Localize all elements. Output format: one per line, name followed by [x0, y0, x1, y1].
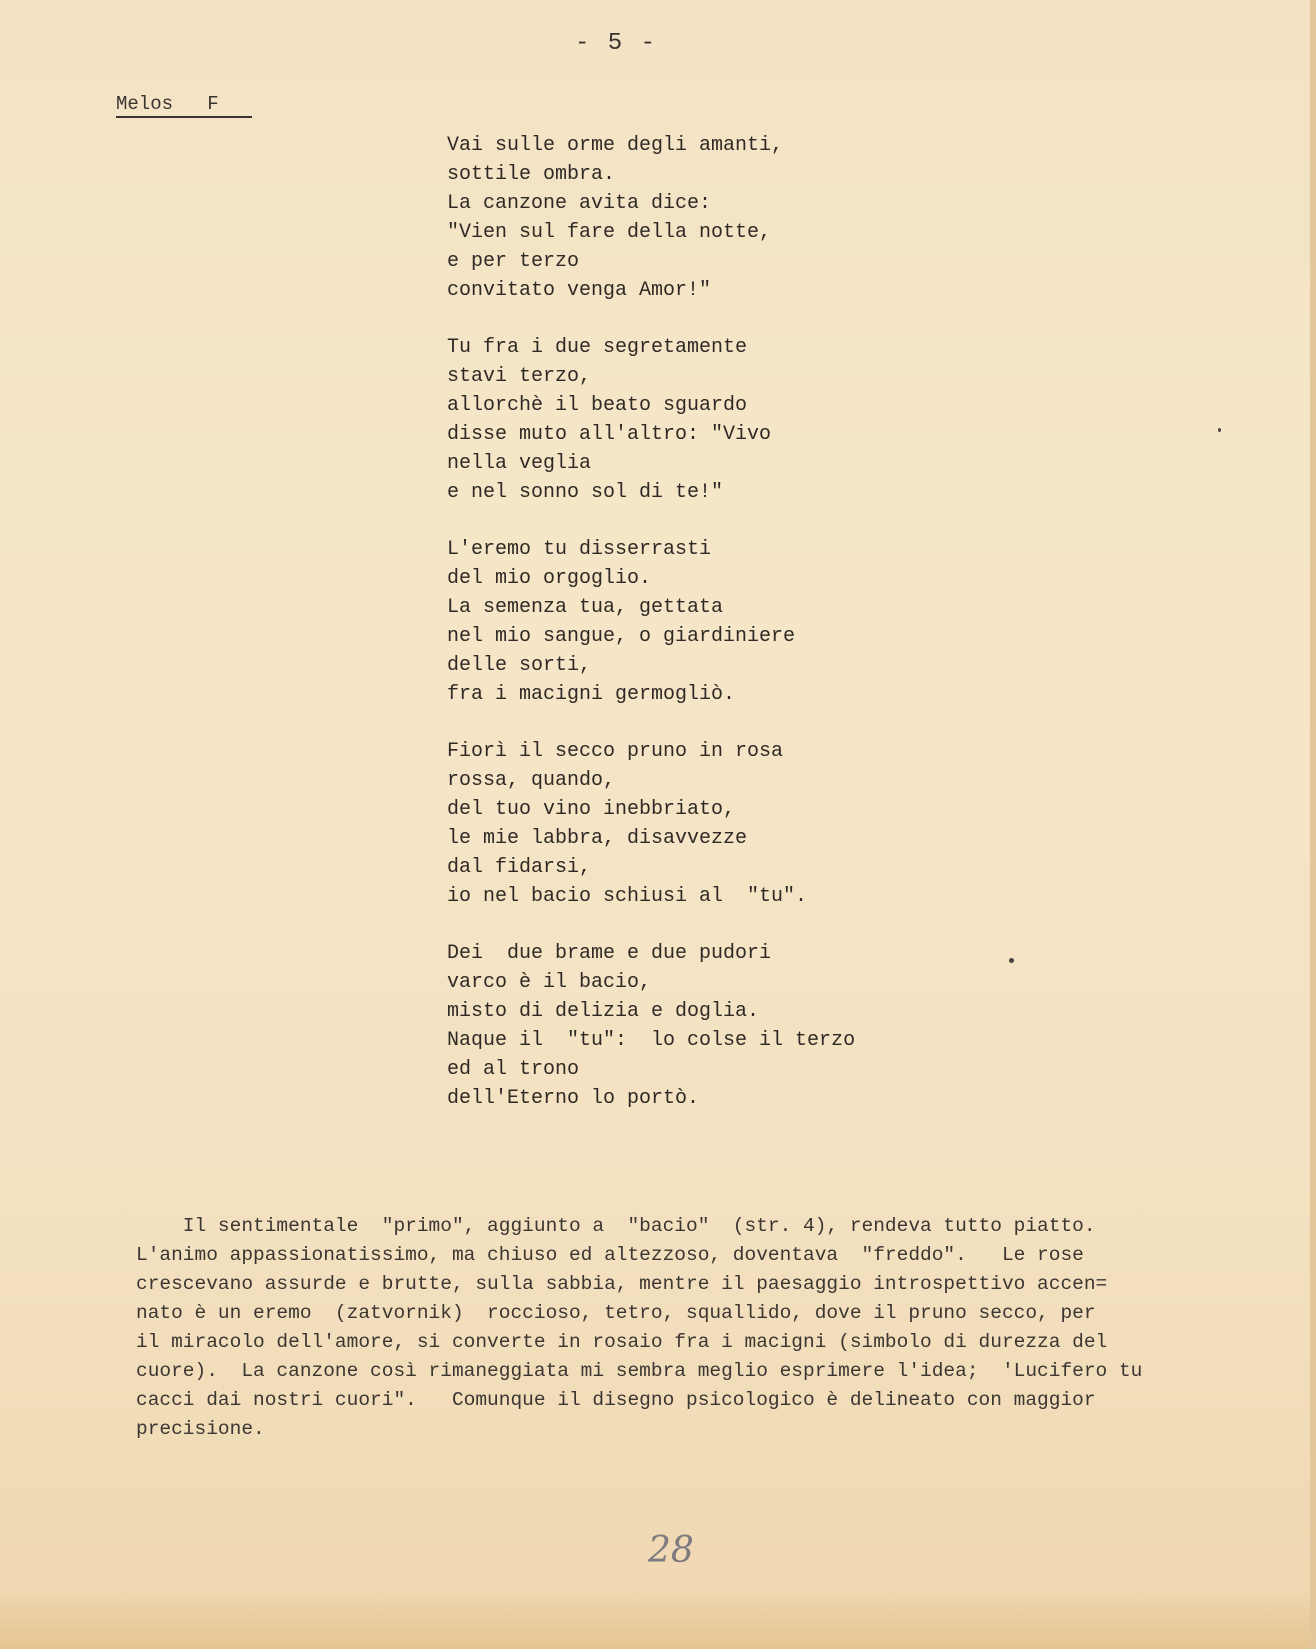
poem — [447, 131, 967, 1141]
poem-line: Naque il "tu": lo colse il terzo — [447, 1029, 856, 1052]
poem-line: ed al trono — [447, 1058, 580, 1081]
handwritten-folio-number: 28 — [648, 1530, 694, 1571]
poem-line: Fiorì il secco pruno in rosa — [447, 740, 784, 763]
section-header: Melos F — [116, 93, 252, 118]
poem-line: disse muto all'altro: "Vivo — [447, 423, 772, 446]
poem-line: nella veglia — [447, 452, 592, 475]
poem-line: varco è il bacio, — [447, 971, 652, 994]
poem-line: del mio orgoglio. — [447, 567, 652, 590]
poem-line: allorchè il beato sguardo — [447, 394, 748, 417]
commentary-line: Il sentimentale "primo", aggiunto a "bacio" (str. 4), rendeva tutto piatto. — [136, 1215, 1096, 1237]
poem-line: nel mio sangue, o giardiniere — [447, 625, 796, 648]
poem-line: fra i macigni germogliò. — [447, 683, 736, 706]
poem-line: convitato venga Amor!" — [447, 279, 712, 302]
commentary-line: crescevano assurde e brutte, sulla sabbia, mentre il paesaggio introspettivo accen= — [136, 1273, 1108, 1295]
poem-line: La canzone avita dice: — [447, 192, 712, 215]
ink-speck — [1009, 958, 1014, 963]
commentary-line: nato è un eremo (zatvornik) roccioso, tetro, squallido, dove il pruno secco, per — [136, 1302, 1096, 1324]
commentary-line: L'animo appassionatissimo, ma chiuso ed altezzoso, doventava "freddo". Le rose — [136, 1244, 1084, 1266]
poem-line: e nel sonno sol di te!" — [447, 481, 724, 504]
poem-line: del tuo vino inebbriato, — [447, 798, 736, 821]
commentary-line: precisione. — [136, 1418, 265, 1440]
poem-line: dal fidarsi, — [447, 856, 592, 879]
poem-line: La semenza tua, gettata — [447, 596, 724, 619]
commentary-line: il miracolo dell'amore, si converte in rosaio fra i macigni (simbolo di durezza del — [136, 1331, 1108, 1353]
poem-line: "Vien sul fare della notte, — [447, 221, 772, 244]
poem-line: L'eremo tu disserrasti — [447, 538, 712, 561]
page-bottom-edge — [0, 1589, 1310, 1649]
poem-line: le mie labbra, disavvezze — [447, 827, 748, 850]
stanza-4 — [447, 737, 967, 911]
poem-line: Dei due brame e due pudori — [447, 942, 772, 965]
poem-line: misto di delizia e doglia. — [447, 1000, 760, 1023]
poem-line: delle sorti, — [447, 654, 592, 677]
poem-line: Vai sulle orme degli amanti, — [447, 134, 784, 157]
poem-line: stavi terzo, — [447, 365, 592, 388]
poem-line: rossa, quando, — [447, 769, 616, 792]
poem-line: Tu fra i due segretamente — [447, 336, 748, 359]
poem-line: io nel bacio schiusi al "tu". — [447, 885, 808, 908]
commentary-paragraph — [136, 1212, 1276, 1444]
poem-line: sottile ombra. — [447, 163, 616, 186]
page-number: - 5 - — [575, 30, 658, 57]
stanza-5 — [447, 939, 967, 1113]
stanza-3 — [447, 535, 967, 709]
stanza-2 — [447, 333, 967, 507]
commentary-line: cuore). La canzone così rimaneggiata mi sembra meglio esprimere l'idea; 'Lucifero tu — [136, 1360, 1143, 1382]
ink-speck — [1218, 428, 1221, 432]
commentary-line: cacci dai nostri cuori". Comunque il disegno psicologico è delineato con maggior — [136, 1389, 1096, 1411]
poem-line: dell'Eterno lo portò. — [447, 1087, 700, 1110]
stanza-1 — [447, 131, 967, 305]
poem-line: e per terzo — [447, 250, 580, 273]
